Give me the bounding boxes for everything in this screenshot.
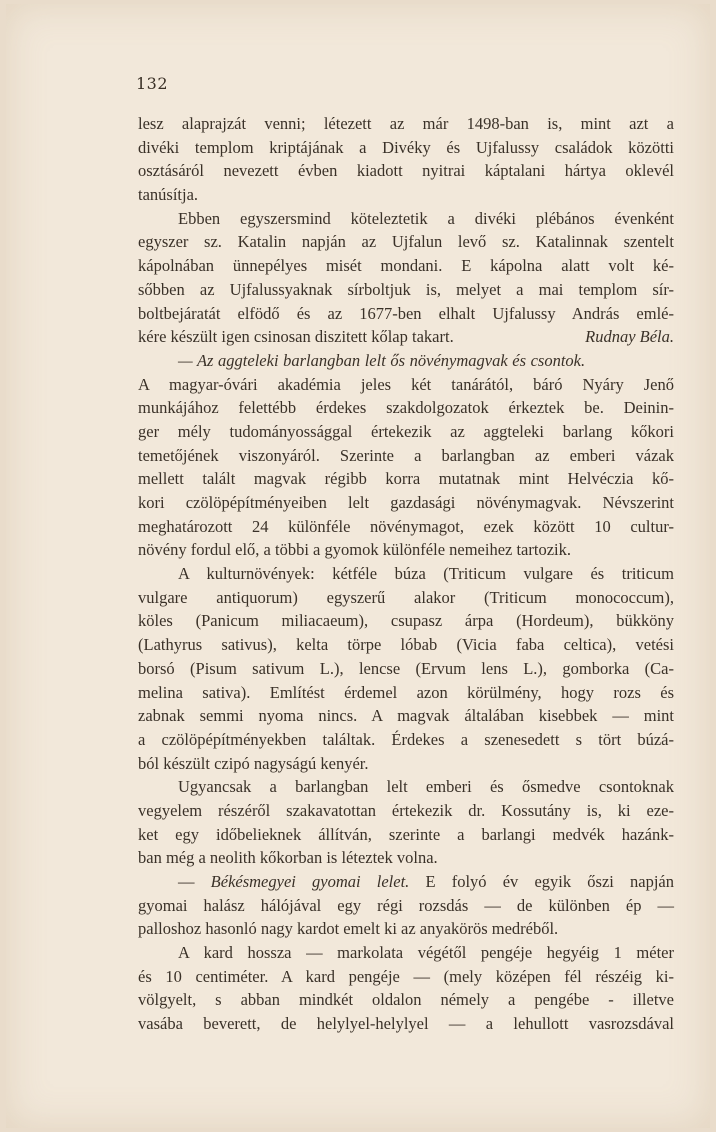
text-line: mellett talált magvak régibb korra mutatnak mint Helvéczia kő- bbox=[138, 469, 674, 489]
text-line: növény fordul elő, a többi a gyomok különféle nemeihez tartozik. bbox=[138, 540, 571, 560]
text-line: A kulturnövények: kétféle búza (Triticum vulgare és triticum bbox=[178, 564, 674, 584]
text-line: lesz alaprajzát venni; létezett az már 1498-ban is, mint azt a bbox=[138, 114, 674, 133]
text-line: vasába beverett, de helylyel-helylyel — a lehullott vasrozsdával bbox=[138, 1014, 674, 1034]
text-line: ket egy időbelieknek állítván, szerinte a barlangi medvék hazánk- bbox=[138, 824, 674, 844]
text-line: — Békésmegyei gyomai lelet. E folyó év egyik őszi napján bbox=[178, 872, 674, 891]
text-line: kori czölöpépítményeiben lelt gazdasági növénymagvak. Névszerint bbox=[138, 493, 674, 512]
text-line: palloshoz hasonló nagy kardot emelt ki az anyakörös medréből. bbox=[138, 919, 559, 939]
text-line: kápolnában ünnepélyes misét mondani. E kápolna alatt volt ké- bbox=[138, 256, 674, 276]
book-page bbox=[6, 4, 710, 1128]
text-line: meghatározott 24 különféle növénymagot, ezek között 10 cultur- bbox=[138, 516, 674, 536]
text-line: és 10 centiméter. A kard pengéje — (mely középen fél részéig ki- bbox=[138, 966, 674, 986]
text-line: egyszer sz. Katalin napján az Ujfalun levő sz. Katalinnak szentelt bbox=[138, 232, 674, 252]
text-line: tanúsítja. bbox=[138, 185, 199, 205]
text-line: ból készült czipó nagyságú kenyér. bbox=[138, 753, 369, 773]
text-line: vulgare antiquorum) egyszerű alakor (Triticum monococcum), bbox=[138, 587, 674, 607]
text-line: A magyar-óvári akadémia jeles két tanárától, báró Nyáry Jenő bbox=[138, 374, 674, 394]
text-line: (Lathyrus sativus), kelta törpe lóbab (Vicia faba celtica), vetési bbox=[138, 635, 674, 655]
text-line: munkájához felettébb érdekes szakdolgozatok érkeztek be. Deinin- bbox=[138, 398, 674, 418]
text-line: a czölöpépítményekben találtak. Érdekes a szenesedett s tört búzá- bbox=[138, 729, 674, 749]
text-line: gyomai halász hálójával egy régi rozsdás — de különben ép — bbox=[138, 895, 674, 915]
text-line: osztásáról nevezett évben kiadott nyitrai káptalani hártya oklevél bbox=[138, 161, 674, 181]
text-line: Ugyancsak a barlangban lelt emberi és ősmedve csontoknak bbox=[178, 777, 674, 797]
text-line: temetőjének viszonyáról. Szerinte a barlangban az emberi vázak bbox=[138, 445, 674, 465]
text-line: boltbejáratát elfödő és az 1677-ben elhalt Ujfalussy András emlé- bbox=[138, 303, 674, 323]
text-line: A kard hossza — markolata végétől pengéje hegyéig 1 méter bbox=[178, 943, 674, 963]
page-number: 132 bbox=[136, 74, 169, 93]
text-line: köles (Panicum miliacaeum), csupasz árpa (Hordeum), bükköny bbox=[138, 611, 674, 631]
text-line: ger mély tudományossággal értekezik az aggteleki barlang kőkori bbox=[138, 421, 674, 441]
text-line: vegyelem részéről szakavatottan értekezik dr. Kossutány is, ki eze- bbox=[138, 800, 674, 820]
text-line: zabnak semmi nyoma nincs. A magvak általában kisebbek — mint bbox=[138, 706, 674, 726]
text-line: divéki templom kriptájának a Divéky és Ujfalussy családok közötti bbox=[138, 137, 674, 157]
text-line: völgyelt, s abban mindkét oldalon némely a pengébe - illetve bbox=[138, 990, 674, 1010]
text-line: melina sativa). Említést érdemel azon körülmény, hogy rozs és bbox=[138, 682, 674, 702]
text-line: kére készült igen csinosan diszitett kőlap takart. Rudnay Béla. bbox=[138, 327, 674, 347]
text-line: sőbben az Ujfalussyaknak sírboltjuk is, melyet a mai templom sír- bbox=[138, 279, 674, 299]
text-line: — Az aggteleki barlangban lelt ős növénymagvak és csontok. bbox=[178, 350, 586, 370]
text-line: Ebben egyszersmind köteleztetik a divéki plébános évenként bbox=[178, 208, 674, 228]
text-line: ban még a neolith kőkorban is léteztek volna. bbox=[138, 848, 438, 868]
body-text bbox=[138, 112, 674, 1036]
text-line: borsó (Pisum sativum L.), lencse (Ervum lens L.), gomborka (Ca- bbox=[138, 658, 674, 678]
